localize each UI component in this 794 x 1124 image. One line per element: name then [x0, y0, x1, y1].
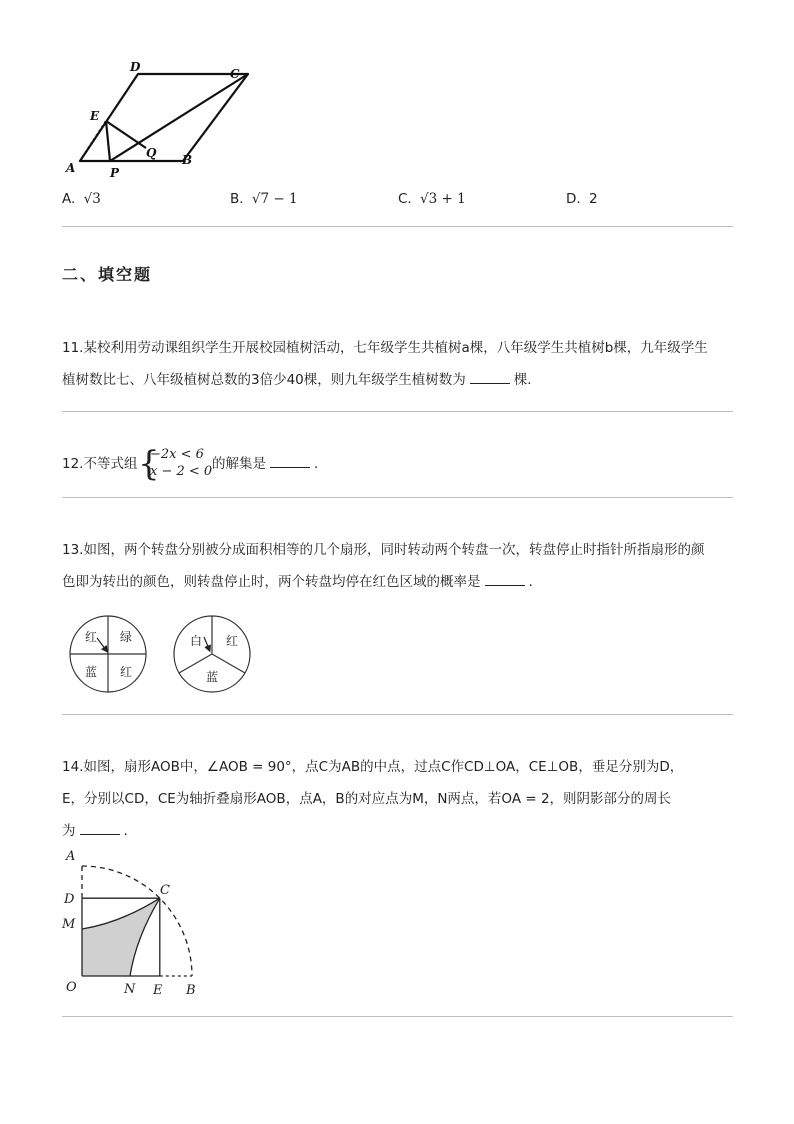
segment-PC — [110, 74, 248, 161]
answer-blank — [470, 371, 510, 384]
divider — [62, 714, 733, 715]
label-C: C — [160, 883, 170, 898]
q14-text: 为 — [62, 823, 76, 839]
q12-text-end: . — [314, 456, 319, 472]
q10-option-b — [230, 191, 298, 207]
label-B: B — [186, 983, 196, 998]
q11-line1: 11.某校利用劳动课组织学生开展校园植树活动，七年级学生共植树a棵，八年级学生共植树b棵，九年级学生 — [62, 340, 708, 356]
q12-prefix: 12.不等式组 — [62, 456, 138, 472]
divider — [62, 497, 733, 498]
spinner-2 — [174, 616, 250, 692]
q13-text: 色即为转出的颜色，则转盘停止时，两个转盘均停在红色区域的概率是 — [62, 574, 481, 590]
q10-option-a — [62, 191, 101, 207]
q13-spinners-figure — [66, 614, 256, 696]
label-C: C — [230, 67, 240, 81]
brace: { — [138, 444, 160, 484]
divider — [62, 411, 733, 412]
q14-line3 — [62, 821, 128, 841]
q13-line2 — [62, 572, 533, 592]
option-value: √3 + 1 — [420, 191, 466, 207]
sector-label: 红 — [85, 630, 98, 644]
q13-line1: 13.如图，两个转盘分别被分成面积相等的几个扇形，同时转动两个转盘一次，转盘停止时指针所指扇形的颜 — [62, 542, 705, 558]
label-A: A — [66, 161, 76, 175]
divider — [62, 1016, 733, 1017]
pointer-arrow-icon — [97, 638, 106, 650]
shaded-region — [82, 898, 160, 976]
parallelogram-ABCD — [80, 74, 248, 161]
q12-inequality-2: x − 2 < 0 — [150, 464, 213, 479]
section-title: 二、填空题 — [62, 265, 153, 284]
label-D: D — [64, 892, 75, 907]
label-A: A — [66, 849, 76, 864]
option-letter: B. — [230, 191, 244, 207]
label-D: D — [130, 60, 141, 74]
q11-line2 — [62, 370, 532, 390]
label-E: E — [153, 983, 163, 998]
q14-line2: E，分别以CD，CE为轴折叠扇形AOB，点A，B的对应点为M，N两点，若OA = 2，则阴影部分的周长 — [62, 791, 672, 807]
q11-text-end: 棵. — [513, 372, 532, 388]
q14-sector-figure — [58, 846, 218, 998]
label-B: B — [182, 153, 193, 167]
answer-blank — [80, 822, 120, 835]
label-O: O — [66, 980, 77, 995]
segment-EQ — [106, 121, 146, 148]
option-letter: D. — [566, 191, 581, 207]
answer-blank — [485, 573, 525, 586]
sector-label: 蓝 — [206, 670, 219, 684]
segment-EP — [106, 121, 110, 161]
divider — [62, 226, 733, 227]
q10-parallelogram-figure — [58, 58, 258, 183]
label-N: N — [124, 982, 136, 997]
q12-text: 的解集是 — [212, 456, 266, 472]
q14-line1: 14.如图，扇形AOB中，∠AOB = 90°，点C为AB的中点，过点C作CD⊥OA，CE⊥OB，垂足分别为D， — [62, 759, 684, 775]
q12-system — [150, 446, 212, 480]
q13-text-end: . — [528, 574, 533, 590]
sector-label: 蓝 — [85, 665, 98, 679]
q10-option-c — [398, 191, 466, 207]
option-value: 2 — [588, 191, 598, 207]
q11-text: 植树数比七、八年级植树总数的3倍少40棵，则九年级学生植树数为 — [62, 372, 466, 388]
q10-option-d — [566, 191, 598, 207]
label-M: M — [62, 917, 76, 932]
q14-text-end: . — [123, 823, 128, 839]
option-value: √7 − 1 — [251, 191, 298, 207]
q12-inequality-1: −2x < 6 — [150, 447, 204, 462]
option-letter: A. — [62, 191, 76, 207]
sector-label: 白 — [190, 634, 203, 648]
q12-suffix — [212, 454, 318, 474]
sector-label: 红 — [226, 634, 239, 648]
label-P: P — [110, 166, 120, 180]
sector-label: 红 — [120, 665, 133, 679]
option-letter: C. — [398, 191, 412, 207]
answer-blank — [270, 455, 310, 468]
pointer-arrow-icon — [204, 637, 209, 649]
spinner-1 — [70, 616, 146, 692]
sector-label: 绿 — [120, 630, 133, 644]
label-E: E — [90, 109, 100, 123]
option-value: √3 — [83, 191, 101, 207]
label-Q: Q — [146, 146, 157, 160]
